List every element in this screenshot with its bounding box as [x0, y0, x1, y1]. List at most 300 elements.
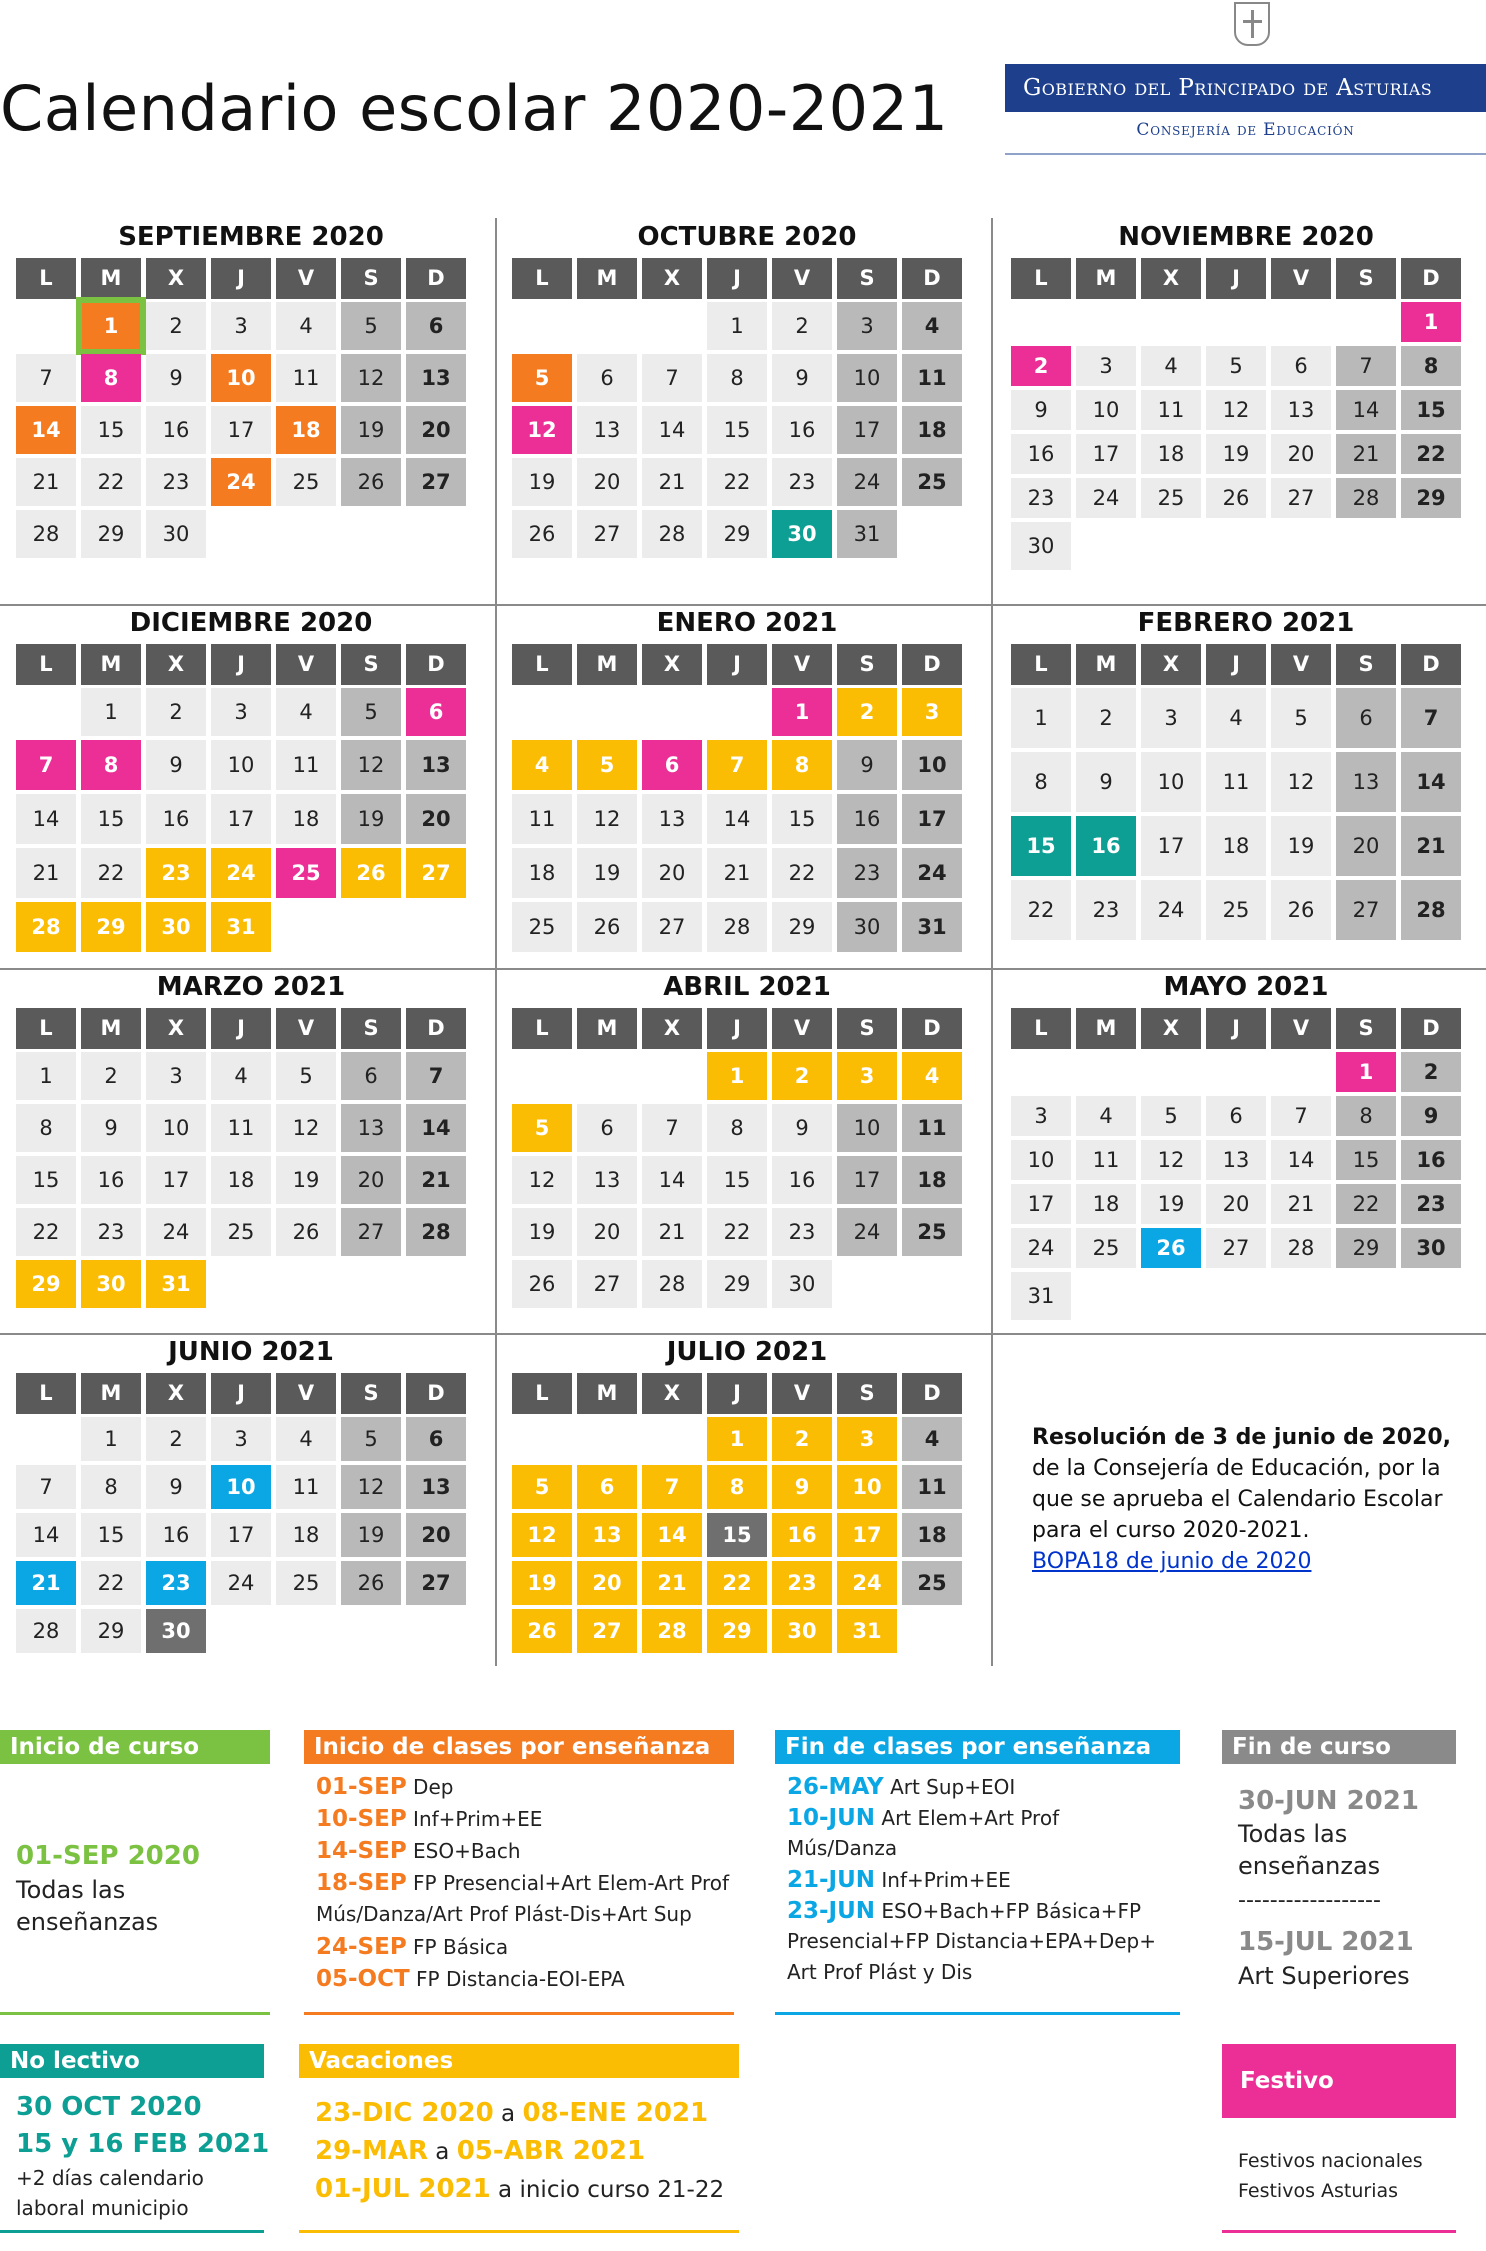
day-cell[interactable]: 15 — [16, 1156, 76, 1204]
day-cell[interactable]: 22 — [707, 1208, 767, 1256]
day-cell[interactable]: 21 — [707, 848, 767, 898]
day-cell[interactable]: 1 — [1336, 1052, 1396, 1092]
day-cell[interactable]: 22 — [81, 458, 141, 506]
day-cell[interactable]: 28 — [642, 510, 702, 558]
day-cell[interactable]: 11 — [1076, 1140, 1136, 1180]
day-cell[interactable]: 12 — [1271, 752, 1331, 812]
day-cell[interactable]: 26 — [276, 1208, 336, 1256]
day-cell[interactable]: 26 — [341, 848, 401, 898]
day-cell[interactable]: 29 — [772, 902, 832, 952]
day-cell[interactable]: 8 — [81, 740, 141, 790]
day-cell[interactable]: 12 — [276, 1104, 336, 1152]
day-cell[interactable]: 6 — [341, 1052, 401, 1100]
day-cell[interactable]: 11 — [902, 1104, 962, 1152]
day-cell[interactable]: 6 — [642, 740, 702, 790]
day-cell[interactable]: 30 — [146, 510, 206, 558]
day-cell[interactable]: 1 — [1401, 302, 1461, 342]
day-cell[interactable]: 10 — [1076, 390, 1136, 430]
day-cell[interactable]: 23 — [837, 848, 897, 898]
day-cell[interactable]: 14 — [642, 1156, 702, 1204]
day-cell[interactable]: 17 — [837, 406, 897, 454]
day-cell[interactable]: 4 — [512, 740, 572, 790]
day-cell[interactable]: 6 — [577, 1465, 637, 1509]
day-cell[interactable]: 23 — [1401, 1184, 1461, 1224]
day-cell[interactable]: 3 — [211, 1417, 271, 1461]
day-cell[interactable]: 4 — [276, 1417, 336, 1461]
day-cell[interactable]: 17 — [837, 1513, 897, 1557]
day-cell[interactable]: 2 — [837, 688, 897, 736]
day-cell[interactable]: 3 — [837, 1417, 897, 1461]
day-cell[interactable]: 7 — [642, 354, 702, 402]
day-cell[interactable]: 17 — [211, 1513, 271, 1557]
day-cell[interactable]: 15 — [1401, 390, 1461, 430]
day-cell[interactable]: 9 — [81, 1104, 141, 1152]
day-cell[interactable]: 2 — [1401, 1052, 1461, 1092]
day-cell[interactable]: 8 — [1401, 346, 1461, 386]
day-cell[interactable]: 26 — [1141, 1228, 1201, 1268]
day-cell[interactable]: 28 — [1271, 1228, 1331, 1268]
day-cell[interactable]: 20 — [577, 1208, 637, 1256]
day-cell[interactable]: 28 — [16, 902, 76, 952]
day-cell[interactable]: 25 — [1076, 1228, 1136, 1268]
day-cell[interactable]: 28 — [707, 902, 767, 952]
day-cell[interactable]: 18 — [1206, 816, 1266, 876]
day-cell[interactable]: 10 — [902, 740, 962, 790]
day-cell[interactable]: 25 — [902, 1561, 962, 1605]
day-cell[interactable]: 12 — [341, 1465, 401, 1509]
day-cell[interactable]: 27 — [577, 510, 637, 558]
day-cell[interactable]: 18 — [211, 1156, 271, 1204]
day-cell[interactable]: 18 — [276, 406, 336, 454]
day-cell[interactable]: 29 — [1401, 478, 1461, 518]
day-cell[interactable]: 8 — [81, 354, 141, 402]
day-cell[interactable]: 10 — [211, 354, 271, 402]
day-cell[interactable]: 3 — [1076, 346, 1136, 386]
day-cell[interactable]: 31 — [1011, 1272, 1071, 1320]
day-cell[interactable]: 10 — [1011, 1140, 1071, 1180]
day-cell[interactable]: 31 — [211, 902, 271, 952]
day-cell[interactable]: 14 — [642, 406, 702, 454]
day-cell[interactable]: 25 — [902, 1208, 962, 1256]
day-cell[interactable]: 26 — [512, 1609, 572, 1653]
day-cell[interactable]: 5 — [1141, 1096, 1201, 1136]
day-cell[interactable]: 4 — [276, 688, 336, 736]
day-cell[interactable]: 18 — [902, 1156, 962, 1204]
day-cell[interactable]: 16 — [1076, 816, 1136, 876]
day-cell[interactable]: 2 — [1076, 688, 1136, 748]
day-cell[interactable]: 20 — [1336, 816, 1396, 876]
day-cell[interactable]: 7 — [1336, 346, 1396, 386]
day-cell[interactable]: 3 — [837, 302, 897, 350]
day-cell[interactable]: 11 — [1141, 390, 1201, 430]
day-cell[interactable]: 6 — [577, 354, 637, 402]
day-cell[interactable]: 25 — [902, 458, 962, 506]
day-cell[interactable]: 24 — [146, 1208, 206, 1256]
day-cell[interactable]: 27 — [1271, 478, 1331, 518]
day-cell[interactable]: 14 — [642, 1513, 702, 1557]
day-cell[interactable]: 6 — [1271, 346, 1331, 386]
day-cell[interactable]: 4 — [902, 1417, 962, 1461]
day-cell[interactable]: 4 — [902, 302, 962, 350]
day-cell[interactable]: 9 — [146, 740, 206, 790]
day-cell[interactable]: 8 — [1011, 752, 1071, 812]
day-cell[interactable]: 10 — [1141, 752, 1201, 812]
day-cell[interactable]: 25 — [276, 458, 336, 506]
day-cell[interactable]: 20 — [406, 1513, 466, 1557]
day-cell[interactable]: 30 — [772, 510, 832, 558]
day-cell[interactable]: 9 — [146, 354, 206, 402]
day-cell[interactable]: 22 — [772, 848, 832, 898]
day-cell[interactable]: 19 — [512, 1561, 572, 1605]
day-cell[interactable]: 16 — [81, 1156, 141, 1204]
day-cell[interactable]: 5 — [512, 1465, 572, 1509]
day-cell[interactable]: 27 — [577, 1260, 637, 1308]
day-cell[interactable]: 16 — [772, 1513, 832, 1557]
day-cell[interactable]: 12 — [577, 794, 637, 844]
day-cell[interactable]: 7 — [707, 740, 767, 790]
day-cell[interactable]: 8 — [1336, 1096, 1396, 1136]
day-cell[interactable]: 8 — [16, 1104, 76, 1152]
day-cell[interactable]: 13 — [1206, 1140, 1266, 1180]
day-cell[interactable]: 6 — [1336, 688, 1396, 748]
day-cell[interactable]: 1 — [1011, 688, 1071, 748]
day-cell[interactable]: 10 — [211, 1465, 271, 1509]
day-cell[interactable]: 22 — [1401, 434, 1461, 474]
day-cell[interactable]: 15 — [707, 406, 767, 454]
day-cell[interactable]: 24 — [211, 458, 271, 506]
day-cell[interactable]: 27 — [1206, 1228, 1266, 1268]
day-cell[interactable]: 1 — [772, 688, 832, 736]
day-cell[interactable]: 12 — [341, 740, 401, 790]
day-cell[interactable]: 14 — [16, 1513, 76, 1557]
day-cell[interactable]: 23 — [772, 458, 832, 506]
day-cell[interactable]: 29 — [81, 510, 141, 558]
day-cell[interactable]: 4 — [902, 1052, 962, 1100]
day-cell[interactable]: 17 — [837, 1156, 897, 1204]
day-cell[interactable]: 8 — [707, 1465, 767, 1509]
day-cell[interactable]: 5 — [341, 302, 401, 350]
day-cell[interactable]: 15 — [81, 794, 141, 844]
day-cell[interactable]: 4 — [1206, 688, 1266, 748]
day-cell[interactable]: 16 — [772, 1156, 832, 1204]
day-cell[interactable]: 27 — [1336, 880, 1396, 940]
day-cell[interactable]: 23 — [1011, 478, 1071, 518]
day-cell[interactable]: 27 — [642, 902, 702, 952]
day-cell[interactable]: 9 — [1401, 1096, 1461, 1136]
day-cell[interactable]: 18 — [1076, 1184, 1136, 1224]
day-cell[interactable]: 12 — [512, 1513, 572, 1557]
day-cell[interactable]: 19 — [341, 794, 401, 844]
day-cell[interactable]: 16 — [146, 794, 206, 844]
day-cell[interactable]: 2 — [772, 1417, 832, 1461]
day-cell[interactable]: 26 — [1271, 880, 1331, 940]
day-cell[interactable]: 13 — [642, 794, 702, 844]
day-cell[interactable]: 14 — [1336, 390, 1396, 430]
day-cell[interactable]: 24 — [211, 1561, 271, 1605]
day-cell[interactable]: 25 — [276, 848, 336, 898]
day-cell[interactable]: 15 — [1336, 1140, 1396, 1180]
day-cell[interactable]: 17 — [211, 406, 271, 454]
day-cell[interactable]: 2 — [146, 302, 206, 350]
day-cell[interactable]: 27 — [406, 848, 466, 898]
day-cell[interactable]: 28 — [16, 1609, 76, 1653]
day-cell[interactable]: 26 — [341, 458, 401, 506]
day-cell[interactable]: 29 — [707, 510, 767, 558]
day-cell[interactable]: 11 — [276, 740, 336, 790]
day-cell[interactable]: 29 — [81, 1609, 141, 1653]
day-cell[interactable]: 19 — [512, 458, 572, 506]
day-cell[interactable]: 18 — [276, 1513, 336, 1557]
day-cell[interactable]: 27 — [406, 458, 466, 506]
day-cell[interactable]: 18 — [276, 794, 336, 844]
day-cell[interactable]: 25 — [276, 1561, 336, 1605]
day-cell[interactable]: 12 — [512, 1156, 572, 1204]
day-cell[interactable]: 16 — [1011, 434, 1071, 474]
day-cell[interactable]: 28 — [16, 510, 76, 558]
day-cell[interactable]: 21 — [1401, 816, 1461, 876]
day-cell[interactable]: 5 — [1206, 346, 1266, 386]
day-cell[interactable]: 1 — [16, 1052, 76, 1100]
day-cell[interactable]: 15 — [81, 406, 141, 454]
day-cell[interactable]: 15 — [707, 1156, 767, 1204]
day-cell[interactable]: 11 — [211, 1104, 271, 1152]
day-cell[interactable]: 19 — [341, 1513, 401, 1557]
day-cell[interactable]: 26 — [341, 1561, 401, 1605]
day-cell[interactable]: 5 — [341, 688, 401, 736]
day-cell[interactable]: 30 — [837, 902, 897, 952]
day-cell[interactable]: 23 — [772, 1561, 832, 1605]
day-cell[interactable]: 16 — [772, 406, 832, 454]
day-cell[interactable]: 12 — [1141, 1140, 1201, 1180]
day-cell[interactable]: 13 — [341, 1104, 401, 1152]
day-cell[interactable]: 14 — [707, 794, 767, 844]
day-cell[interactable]: 7 — [16, 1465, 76, 1509]
day-cell[interactable]: 26 — [512, 510, 572, 558]
day-cell[interactable]: 22 — [707, 1561, 767, 1605]
day-cell[interactable]: 27 — [341, 1208, 401, 1256]
day-cell[interactable]: 20 — [642, 848, 702, 898]
day-cell[interactable]: 22 — [81, 848, 141, 898]
day-cell[interactable]: 17 — [211, 794, 271, 844]
day-cell[interactable]: 5 — [341, 1417, 401, 1461]
day-cell[interactable]: 11 — [276, 1465, 336, 1509]
day-cell[interactable]: 16 — [1401, 1140, 1461, 1180]
day-cell[interactable]: 18 — [902, 1513, 962, 1557]
day-cell[interactable]: 10 — [837, 1465, 897, 1509]
day-cell[interactable]: 30 — [1401, 1228, 1461, 1268]
day-cell[interactable]: 3 — [837, 1052, 897, 1100]
day-cell[interactable]: 19 — [341, 406, 401, 454]
day-cell[interactable]: 1 — [81, 688, 141, 736]
day-cell[interactable]: 3 — [211, 302, 271, 350]
day-cell[interactable]: 1 — [707, 1052, 767, 1100]
day-cell[interactable]: 30 — [146, 902, 206, 952]
day-cell[interactable]: 17 — [1141, 816, 1201, 876]
day-cell[interactable]: 10 — [837, 1104, 897, 1152]
day-cell[interactable]: 18 — [512, 848, 572, 898]
day-cell[interactable]: 5 — [1271, 688, 1331, 748]
day-cell[interactable]: 20 — [1206, 1184, 1266, 1224]
day-cell[interactable]: 13 — [1336, 752, 1396, 812]
day-cell[interactable]: 15 — [1011, 816, 1071, 876]
day-cell[interactable]: 6 — [406, 688, 466, 736]
day-cell[interactable]: 9 — [772, 1465, 832, 1509]
day-cell[interactable]: 11 — [902, 1465, 962, 1509]
day-cell[interactable]: 1 — [81, 302, 141, 350]
day-cell[interactable]: 9 — [772, 354, 832, 402]
day-cell[interactable]: 25 — [512, 902, 572, 952]
day-cell[interactable]: 27 — [406, 1561, 466, 1605]
day-cell[interactable]: 3 — [1141, 688, 1201, 748]
day-cell[interactable]: 6 — [577, 1104, 637, 1152]
day-cell[interactable]: 24 — [1011, 1228, 1071, 1268]
day-cell[interactable]: 2 — [772, 1052, 832, 1100]
day-cell[interactable]: 19 — [1271, 816, 1331, 876]
day-cell[interactable]: 3 — [211, 688, 271, 736]
day-cell[interactable]: 23 — [146, 458, 206, 506]
day-cell[interactable]: 21 — [16, 1561, 76, 1605]
day-cell[interactable]: 29 — [81, 902, 141, 952]
day-cell[interactable]: 19 — [512, 1208, 572, 1256]
day-cell[interactable]: 2 — [81, 1052, 141, 1100]
day-cell[interactable]: 31 — [837, 1609, 897, 1653]
day-cell[interactable]: 21 — [1336, 434, 1396, 474]
day-cell[interactable]: 7 — [16, 354, 76, 402]
day-cell[interactable]: 20 — [577, 458, 637, 506]
day-cell[interactable]: 7 — [406, 1052, 466, 1100]
day-cell[interactable]: 14 — [1401, 752, 1461, 812]
day-cell[interactable]: 22 — [707, 458, 767, 506]
day-cell[interactable]: 31 — [902, 902, 962, 952]
day-cell[interactable]: 13 — [1271, 390, 1331, 430]
day-cell[interactable]: 28 — [1401, 880, 1461, 940]
day-cell[interactable]: 13 — [577, 406, 637, 454]
day-cell[interactable]: 18 — [902, 406, 962, 454]
day-cell[interactable]: 7 — [16, 740, 76, 790]
day-cell[interactable]: 19 — [1206, 434, 1266, 474]
day-cell[interactable]: 7 — [642, 1104, 702, 1152]
day-cell[interactable]: 13 — [406, 354, 466, 402]
day-cell[interactable]: 26 — [1206, 478, 1266, 518]
day-cell[interactable]: 7 — [1271, 1096, 1331, 1136]
day-cell[interactable]: 12 — [341, 354, 401, 402]
day-cell[interactable]: 31 — [146, 1260, 206, 1308]
day-cell[interactable]: 7 — [1401, 688, 1461, 748]
day-cell[interactable]: 20 — [1271, 434, 1331, 474]
day-cell[interactable]: 8 — [707, 354, 767, 402]
day-cell[interactable]: 24 — [1076, 478, 1136, 518]
day-cell[interactable]: 30 — [146, 1609, 206, 1653]
day-cell[interactable]: 22 — [1011, 880, 1071, 940]
day-cell[interactable]: 26 — [577, 902, 637, 952]
day-cell[interactable]: 8 — [707, 1104, 767, 1152]
day-cell[interactable]: 15 — [707, 1513, 767, 1557]
day-cell[interactable]: 6 — [406, 1417, 466, 1461]
day-cell[interactable]: 12 — [512, 406, 572, 454]
day-cell[interactable]: 1 — [707, 1417, 767, 1461]
day-cell[interactable]: 6 — [1206, 1096, 1266, 1136]
day-cell[interactable]: 10 — [211, 740, 271, 790]
day-cell[interactable]: 17 — [1076, 434, 1136, 474]
day-cell[interactable]: 24 — [837, 1208, 897, 1256]
day-cell[interactable]: 21 — [406, 1156, 466, 1204]
day-cell[interactable]: 2 — [1011, 346, 1071, 386]
day-cell[interactable]: 30 — [81, 1260, 141, 1308]
day-cell[interactable]: 24 — [902, 848, 962, 898]
day-cell[interactable]: 13 — [577, 1156, 637, 1204]
bopa-link[interactable]: BOPA18 de junio de 2020 — [1032, 1549, 1312, 1574]
day-cell[interactable]: 16 — [146, 1513, 206, 1557]
day-cell[interactable]: 8 — [81, 1465, 141, 1509]
day-cell[interactable]: 28 — [642, 1260, 702, 1308]
day-cell[interactable]: 3 — [1011, 1096, 1071, 1136]
day-cell[interactable]: 30 — [1011, 522, 1071, 570]
day-cell[interactable]: 19 — [276, 1156, 336, 1204]
day-cell[interactable]: 29 — [1336, 1228, 1396, 1268]
day-cell[interactable]: 17 — [1011, 1184, 1071, 1224]
day-cell[interactable]: 13 — [406, 740, 466, 790]
day-cell[interactable]: 15 — [81, 1513, 141, 1557]
day-cell[interactable]: 14 — [16, 794, 76, 844]
day-cell[interactable]: 30 — [772, 1260, 832, 1308]
day-cell[interactable]: 22 — [16, 1208, 76, 1256]
day-cell[interactable]: 2 — [146, 688, 206, 736]
day-cell[interactable]: 15 — [772, 794, 832, 844]
day-cell[interactable]: 9 — [837, 740, 897, 790]
day-cell[interactable]: 11 — [512, 794, 572, 844]
day-cell[interactable]: 22 — [1336, 1184, 1396, 1224]
day-cell[interactable]: 10 — [837, 354, 897, 402]
day-cell[interactable]: 28 — [406, 1208, 466, 1256]
day-cell[interactable]: 12 — [1206, 390, 1266, 430]
day-cell[interactable]: 5 — [577, 740, 637, 790]
day-cell[interactable]: 5 — [512, 354, 572, 402]
day-cell[interactable]: 27 — [577, 1609, 637, 1653]
day-cell[interactable]: 9 — [1011, 390, 1071, 430]
day-cell[interactable]: 29 — [16, 1260, 76, 1308]
day-cell[interactable]: 24 — [1141, 880, 1201, 940]
day-cell[interactable]: 25 — [1141, 478, 1201, 518]
day-cell[interactable]: 16 — [146, 406, 206, 454]
day-cell[interactable]: 3 — [146, 1052, 206, 1100]
day-cell[interactable]: 21 — [1271, 1184, 1331, 1224]
day-cell[interactable]: 24 — [837, 458, 897, 506]
day-cell[interactable]: 29 — [707, 1609, 767, 1653]
day-cell[interactable]: 23 — [1076, 880, 1136, 940]
day-cell[interactable]: 28 — [642, 1609, 702, 1653]
day-cell[interactable]: 19 — [577, 848, 637, 898]
day-cell[interactable]: 21 — [642, 1208, 702, 1256]
day-cell[interactable]: 9 — [772, 1104, 832, 1152]
day-cell[interactable]: 5 — [276, 1052, 336, 1100]
day-cell[interactable]: 4 — [1076, 1096, 1136, 1136]
day-cell[interactable]: 26 — [512, 1260, 572, 1308]
day-cell[interactable]: 23 — [146, 848, 206, 898]
day-cell[interactable]: 31 — [837, 510, 897, 558]
day-cell[interactable]: 17 — [902, 794, 962, 844]
day-cell[interactable]: 30 — [772, 1609, 832, 1653]
day-cell[interactable]: 21 — [16, 458, 76, 506]
day-cell[interactable]: 20 — [406, 794, 466, 844]
day-cell[interactable]: 6 — [406, 302, 466, 350]
day-cell[interactable]: 11 — [276, 354, 336, 402]
day-cell[interactable]: 2 — [772, 302, 832, 350]
day-cell[interactable]: 20 — [406, 406, 466, 454]
day-cell[interactable]: 28 — [1336, 478, 1396, 518]
day-cell[interactable]: 14 — [406, 1104, 466, 1152]
day-cell[interactable]: 1 — [707, 302, 767, 350]
day-cell[interactable]: 21 — [642, 458, 702, 506]
